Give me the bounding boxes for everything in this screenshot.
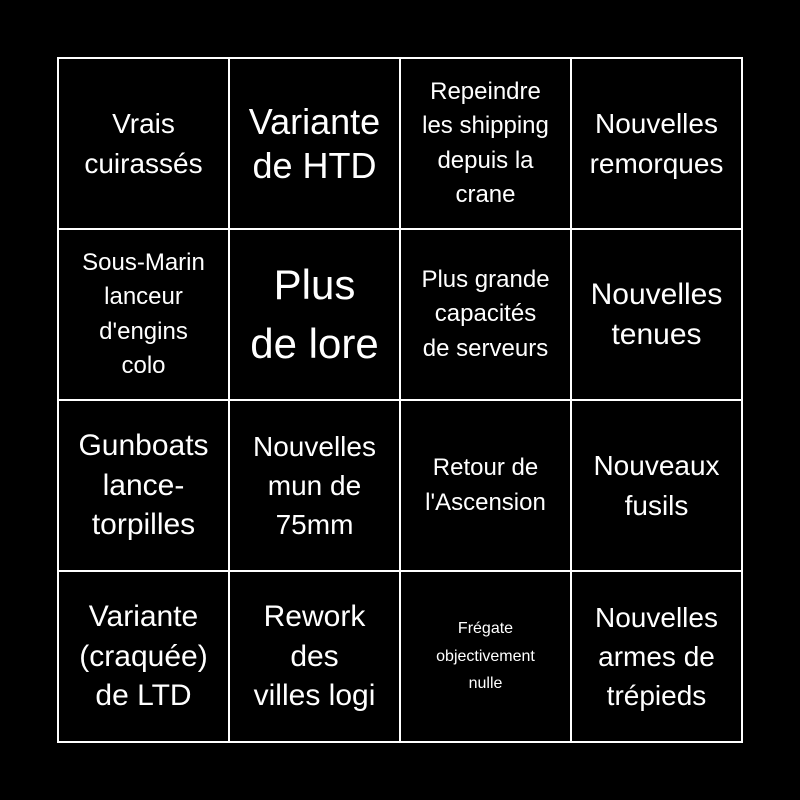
bingo-cell-variante-ltd[interactable] [58,571,229,742]
cell-label: Vrais cuirassés [84,108,203,179]
bingo-cell-gunboats[interactable] [58,400,229,571]
cell-label: Sous-Marin lanceur d'engins colo [82,249,205,379]
cell-label: Plus de lore [250,260,379,367]
cell-label: Variante de HTD [248,101,381,186]
cell-label: Nouveaux fusils [593,450,720,521]
cell-label: Gunboats lance- torpilles [78,428,209,542]
cell-label: Frégate objectivement nulle [436,620,535,693]
cell-label: Nouvelles armes de trépieds [595,601,718,712]
bingo-cell-nouvelles-remorques[interactable] [571,58,742,229]
bingo-cell-armes-trepieds[interactable] [571,571,742,742]
bingo-cell-variante-htd[interactable] [229,58,400,229]
bingo-cell-sous-marin[interactable] [58,229,229,400]
bingo-cell-plus-de-lore[interactable] [229,229,400,400]
bingo-cell-mun-75mm[interactable] [229,400,400,571]
bingo-cell-nouvelles-tenues[interactable] [571,229,742,400]
cell-label: Plus grande capacités de serveurs [421,266,550,362]
cell-label: Variante (craquée) de LTD [79,599,208,713]
bingo-cell-repeindre-shipping[interactable] [400,58,571,229]
cell-label: Rework des villes logi [253,599,376,713]
cell-label: Nouvelles mun de 75mm [253,430,376,541]
cell-label: Retour de l'Ascension [425,454,546,516]
bingo-cell-nouveaux-fusils[interactable] [571,400,742,571]
bingo-cell-vrais-cuirasses[interactable] [58,58,229,229]
bingo-cell-rework-villes-logi[interactable] [229,571,400,742]
cell-label: Nouvelles tenues [590,277,723,351]
bingo-cell-capacites-serveurs[interactable] [400,229,571,400]
bingo-cell-fregate[interactable] [400,571,571,742]
cell-label: Repeindre les shipping depuis la crane [422,78,549,208]
cell-label: Nouvelles remorques [589,108,724,179]
bingo-board [57,57,743,743]
bingo-cell-retour-ascension[interactable] [400,400,571,571]
